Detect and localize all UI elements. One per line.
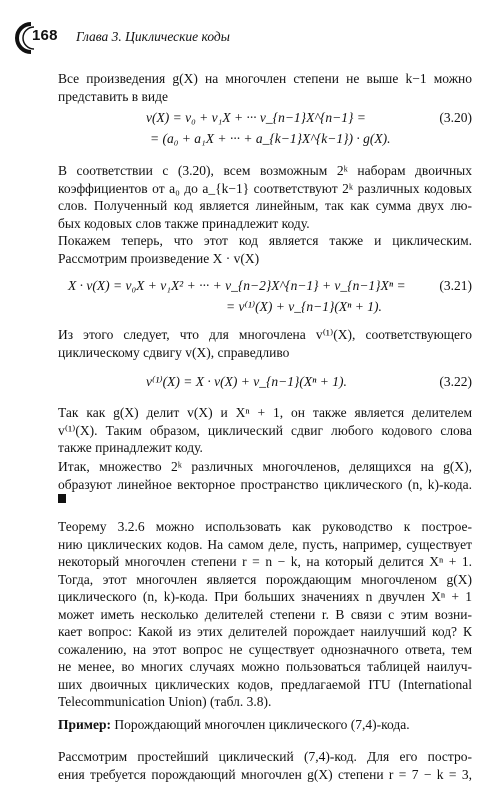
text-line: бых кодовых слов также принадлежит коду. bbox=[58, 215, 310, 231]
example-heading bbox=[58, 716, 472, 734]
paragraph-6 bbox=[58, 458, 472, 493]
text-line: некоторый многочлен степени r = n − k, на который делится Xⁿ + 1. bbox=[58, 554, 472, 569]
text-line: Из этого следует, что для многочлена v⁽¹⁾(X), соответствующего bbox=[58, 327, 472, 342]
text-line: коэффициентов от a₀ до a_{k−1} соответствуют 2ᵏ различных кодовых bbox=[58, 180, 472, 196]
text-line: также принадлежит коду. bbox=[58, 440, 203, 455]
text-line: сожалению, на этот вопрос не существует однозначного ответа, тем bbox=[58, 641, 472, 657]
equation-3-22: v⁽¹⁾(X) = X · v(X) + v_{n−1}(Xⁿ + 1). bbox=[146, 374, 347, 389]
text-line: Рассмотрим простейший циклический (7,4)-код. Для его постро- bbox=[58, 749, 472, 764]
equation-3-21-line-1: X · v(X) = v₀X + v₁X² + ··· + v_{n−2}X^{n−1} + v_{n−1}Xⁿ = bbox=[68, 278, 406, 293]
chapter-title: Глава 3. Циклические коды bbox=[76, 29, 230, 44]
text-line: Покажем теперь, что этот код является также и циклическим. bbox=[58, 233, 472, 248]
text-line: циклического (n, k)-кода. При больших значениях n двучлен Xⁿ + 1 bbox=[58, 589, 472, 604]
equation-number-3-21: (3.21) bbox=[439, 278, 472, 293]
paragraph-1 bbox=[58, 70, 472, 105]
paragraph-5 bbox=[58, 404, 472, 457]
example-label: Пример: bbox=[58, 717, 111, 732]
text-line: слов. Полученный код является линейным, так как сумма двух лю- bbox=[58, 198, 472, 213]
paragraph-2 bbox=[58, 162, 472, 232]
paragraph-9 bbox=[58, 748, 472, 783]
equation-3-20-line-2: = (a₀ + a₁X + ··· + a_{k−1}X^{k−1}) · g(X). bbox=[150, 131, 391, 146]
text-line: представить в виде bbox=[58, 88, 168, 104]
text-line bbox=[58, 716, 472, 734]
text-line: Тогда, этот многочлен является порождающим многочленом g(X) bbox=[58, 571, 472, 587]
text-line: Telecommunication Union) (табл. 3.8). bbox=[58, 694, 272, 709]
equation-3-21-line-2: = v⁽¹⁾(X) + v_{n−1}(Xⁿ + 1). bbox=[226, 299, 382, 314]
page-header bbox=[14, 20, 484, 56]
page-number-badge bbox=[14, 20, 68, 56]
qed-square-icon bbox=[58, 494, 66, 503]
text-line: Все произведения g(X) на многочлен степени не выше k−1 можно bbox=[58, 71, 472, 86]
text-line: не менее, во многих случаях можно пользоваться таблицей наилуч- bbox=[58, 659, 472, 674]
equation-number-3-22: (3.22) bbox=[439, 374, 472, 389]
text-line: может иметь несколько делителей степени r. В связи с этим возни- bbox=[58, 606, 472, 622]
paragraph-3 bbox=[58, 232, 472, 267]
page-number: 168 bbox=[32, 27, 58, 44]
text-line: Так как g(X) делит v(X) и Xⁿ + 1, он также является делителем bbox=[58, 405, 472, 420]
paragraph-4 bbox=[58, 326, 472, 361]
text-line: кает вопрос: Какой из этих делителей порождает наилучший код? К bbox=[58, 624, 472, 639]
text-line: образуют линейное векторное пространство циклического (n, k)-кода. bbox=[58, 476, 472, 492]
text-line: ших двоичных циклических кодов, предлагаемой ITU (International bbox=[58, 676, 472, 692]
text-line: v⁽¹⁾(X). Таким образом, циклический сдвиг любого кодового слова bbox=[58, 422, 472, 438]
equation-3-20-line-1: v(X) = v₀ + v₁X + ··· v_{n−1}X^{n−1} = bbox=[146, 110, 366, 125]
text-line: нию циклических кодов. На самом деле, пусть, например, существует bbox=[58, 536, 472, 552]
text-line: Итак, множество 2ᵏ различных многочленов, делящихся на g(X), bbox=[58, 459, 472, 474]
text-line: Рассмотрим произведение X · v(X) bbox=[58, 250, 260, 266]
example-title: Порождающий многочлен циклического (7,4)-кода. bbox=[114, 717, 410, 732]
equation-number-3-20: (3.20) bbox=[439, 110, 472, 125]
text-line: Теорему 3.2.6 можно использовать как руководство к построе- bbox=[58, 519, 472, 534]
text-line: циклическому сдвигу v(X), справедливо bbox=[58, 344, 290, 360]
text-line: В соответствии с (3.20), всем возможным 2ᵏ наборам двоичных bbox=[58, 163, 472, 178]
text-line: ения требуется порождающий многочлен g(X) степени r = 7 − k = 3, bbox=[58, 766, 472, 782]
paragraph-7 bbox=[58, 518, 472, 711]
